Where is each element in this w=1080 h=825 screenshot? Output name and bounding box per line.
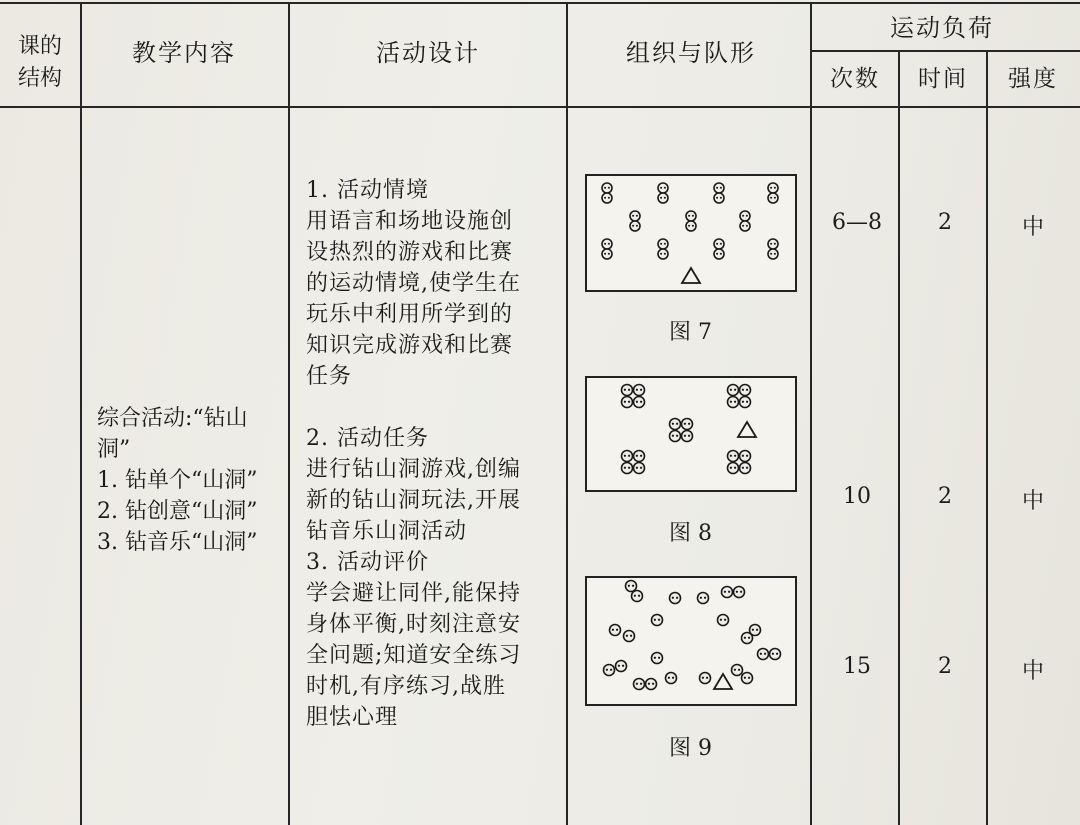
intensity-value-2: 中 bbox=[1021, 489, 1044, 514]
face-eye bbox=[636, 401, 638, 403]
design-line: 新的钻山洞玩法,开展 bbox=[306, 488, 521, 513]
face-eye bbox=[742, 389, 744, 391]
face-eye bbox=[668, 677, 670, 679]
face-eye bbox=[628, 389, 630, 391]
student-pair-marker bbox=[658, 183, 668, 203]
formation-diagram-8-drawing bbox=[587, 378, 795, 490]
face-eye bbox=[658, 619, 660, 621]
face-eye bbox=[636, 215, 638, 217]
student-marker bbox=[652, 653, 663, 664]
face-eye bbox=[672, 435, 674, 437]
student-marker bbox=[604, 665, 615, 676]
face-eye bbox=[692, 225, 694, 227]
content-line: 2. 钻创意“山洞” bbox=[97, 499, 258, 524]
face-eye bbox=[688, 423, 690, 425]
header-structure-line2: 结构 bbox=[18, 66, 63, 91]
header-structure-line1: 课的 bbox=[18, 34, 63, 59]
header-design: 活动设计 bbox=[376, 39, 480, 67]
face-eye bbox=[636, 683, 638, 685]
student-marker bbox=[634, 679, 645, 690]
face-eye bbox=[676, 597, 678, 599]
face-eye bbox=[636, 225, 638, 227]
student-pair-marker bbox=[630, 211, 640, 231]
student-marker bbox=[624, 631, 635, 642]
activity-design bbox=[306, 175, 521, 733]
face-eye bbox=[628, 401, 630, 403]
face-eye bbox=[746, 215, 748, 217]
face-eye bbox=[632, 585, 634, 587]
face-eye bbox=[664, 197, 666, 199]
face-eye bbox=[688, 435, 690, 437]
student-pair-marker bbox=[740, 211, 750, 231]
time-value-1: 2 bbox=[938, 210, 952, 235]
face-eye bbox=[632, 215, 634, 217]
face-eye bbox=[720, 243, 722, 245]
face-eye bbox=[748, 637, 750, 639]
face-eye bbox=[634, 595, 636, 597]
face-eye bbox=[700, 597, 702, 599]
face-eye bbox=[756, 629, 758, 631]
face-eye bbox=[624, 401, 626, 403]
header-count: 次数 bbox=[830, 66, 880, 92]
student-group-marker bbox=[622, 385, 645, 408]
face-eye bbox=[730, 389, 732, 391]
face-eye bbox=[706, 677, 708, 679]
intensity-value-3: 中 bbox=[1021, 659, 1044, 684]
face-eye bbox=[720, 253, 722, 255]
design-line: 身体平衡,时刻注意安 bbox=[306, 612, 521, 637]
face-eye bbox=[730, 455, 732, 457]
design-line: 进行钻山洞游戏,创编 bbox=[306, 457, 521, 482]
face-eye bbox=[660, 253, 662, 255]
design-line: 任务 bbox=[306, 364, 353, 389]
face-eye bbox=[770, 197, 772, 199]
face-eye bbox=[734, 669, 736, 671]
student-marker bbox=[666, 673, 677, 684]
face-eye bbox=[604, 253, 606, 255]
face-eye bbox=[720, 197, 722, 199]
face-eye bbox=[664, 253, 666, 255]
face-eye bbox=[660, 243, 662, 245]
face-eye bbox=[774, 243, 776, 245]
face-eye bbox=[716, 243, 718, 245]
student-group-marker bbox=[622, 451, 645, 474]
face-eye bbox=[654, 657, 656, 659]
student-marker bbox=[610, 625, 621, 636]
face-eye bbox=[774, 197, 776, 199]
face-eye bbox=[616, 629, 618, 631]
face-eye bbox=[742, 455, 744, 457]
student-pair-marker bbox=[714, 239, 724, 259]
header-organization: 组织与队形 bbox=[626, 39, 756, 67]
student-marker bbox=[632, 591, 643, 602]
face-eye bbox=[688, 215, 690, 217]
design-line: 的运动情境,使学生在 bbox=[306, 271, 521, 296]
face-eye bbox=[672, 597, 674, 599]
column-divider-4 bbox=[810, 2, 812, 825]
design-line: 2. 活动任务 bbox=[306, 426, 429, 451]
face-eye bbox=[770, 187, 772, 189]
design-line bbox=[306, 392, 521, 423]
face-eye bbox=[672, 423, 674, 425]
face-eye bbox=[724, 619, 726, 621]
student-marker bbox=[718, 615, 729, 626]
formation-diagram-9 bbox=[585, 576, 797, 706]
student-group-marker bbox=[728, 451, 751, 474]
face-eye bbox=[716, 197, 718, 199]
face-eye bbox=[730, 467, 732, 469]
student-pair-marker bbox=[686, 211, 696, 231]
face-eye bbox=[640, 401, 642, 403]
student-marker bbox=[646, 679, 657, 690]
face-eye bbox=[660, 197, 662, 199]
face-eye bbox=[734, 455, 736, 457]
face-eye bbox=[746, 467, 748, 469]
face-eye bbox=[626, 635, 628, 637]
formation-diagram-7-drawing bbox=[587, 176, 795, 290]
design-line: 1. 活动情境 bbox=[306, 178, 429, 203]
face-eye bbox=[746, 225, 748, 227]
face-eye bbox=[636, 467, 638, 469]
face-eye bbox=[742, 467, 744, 469]
face-eye bbox=[622, 665, 624, 667]
face-eye bbox=[630, 635, 632, 637]
face-eye bbox=[676, 423, 678, 425]
header-bottom-border bbox=[0, 106, 1080, 108]
face-eye bbox=[720, 187, 722, 189]
formation-diagram-9-drawing bbox=[587, 578, 795, 704]
design-line: 学会避让同伴,能保持 bbox=[306, 581, 521, 606]
face-eye bbox=[748, 677, 750, 679]
student-marker bbox=[742, 673, 753, 684]
student-marker bbox=[770, 649, 781, 660]
student-marker bbox=[722, 587, 733, 598]
student-pair-marker bbox=[658, 239, 668, 259]
student-marker bbox=[670, 593, 681, 604]
count-value-2: 10 bbox=[843, 484, 871, 509]
face-eye bbox=[684, 435, 686, 437]
face-eye bbox=[604, 243, 606, 245]
table-top-border bbox=[0, 2, 1080, 4]
face-eye bbox=[738, 669, 740, 671]
content-line: 洞” bbox=[97, 437, 131, 462]
face-eye bbox=[604, 187, 606, 189]
formation-diagram-7 bbox=[585, 174, 797, 292]
face-eye bbox=[774, 253, 776, 255]
student-marker bbox=[732, 665, 743, 676]
face-eye bbox=[746, 401, 748, 403]
design-line: 胆怯心理 bbox=[306, 705, 399, 730]
design-line: 全问题;知道安全练习 bbox=[306, 643, 522, 668]
student-marker bbox=[698, 593, 709, 604]
face-eye bbox=[734, 401, 736, 403]
face-eye bbox=[608, 243, 610, 245]
count-value-3: 15 bbox=[843, 654, 871, 679]
face-eye bbox=[720, 619, 722, 621]
design-line: 玩乐中利用所学到的 bbox=[306, 302, 514, 327]
count-value-1: 6—8 bbox=[832, 210, 882, 235]
face-eye bbox=[746, 455, 748, 457]
face-eye bbox=[744, 677, 746, 679]
face-eye bbox=[624, 455, 626, 457]
face-eye bbox=[624, 389, 626, 391]
face-eye bbox=[640, 389, 642, 391]
header-intensity: 强度 bbox=[1008, 66, 1058, 92]
face-eye bbox=[624, 467, 626, 469]
face-eye bbox=[724, 591, 726, 593]
face-eye bbox=[734, 467, 736, 469]
face-eye bbox=[658, 657, 660, 659]
face-eye bbox=[608, 197, 610, 199]
face-eye bbox=[760, 653, 762, 655]
student-marker bbox=[758, 649, 769, 660]
student-marker bbox=[734, 587, 745, 598]
student-pair-marker bbox=[714, 183, 724, 203]
face-eye bbox=[648, 683, 650, 685]
face-eye bbox=[664, 187, 666, 189]
student-marker bbox=[616, 661, 627, 672]
load-subheader-divider bbox=[810, 50, 1080, 52]
face-eye bbox=[772, 653, 774, 655]
face-eye bbox=[640, 467, 642, 469]
design-line: 知识完成游戏和比赛 bbox=[306, 333, 514, 358]
face-eye bbox=[770, 253, 772, 255]
face-eye bbox=[688, 225, 690, 227]
face-eye bbox=[672, 677, 674, 679]
student-marker bbox=[652, 615, 663, 626]
formation-diagram-8 bbox=[585, 376, 797, 492]
header-load: 运动负荷 bbox=[890, 14, 994, 42]
face-eye bbox=[746, 389, 748, 391]
face-eye bbox=[628, 585, 630, 587]
face-eye bbox=[716, 253, 718, 255]
face-eye bbox=[692, 215, 694, 217]
face-eye bbox=[730, 401, 732, 403]
student-pair-marker bbox=[602, 183, 612, 203]
student-pair-marker bbox=[768, 239, 778, 259]
student-pair-marker bbox=[602, 239, 612, 259]
figure-8-caption: 图 8 bbox=[669, 521, 712, 546]
face-eye bbox=[702, 677, 704, 679]
figure-7-caption: 图 7 bbox=[669, 320, 712, 345]
design-line: 设热烈的游戏和比赛 bbox=[306, 240, 514, 265]
face-eye bbox=[640, 455, 642, 457]
student-marker bbox=[626, 581, 637, 592]
face-eye bbox=[640, 683, 642, 685]
content-line: 3. 钻音乐“山洞” bbox=[97, 530, 258, 555]
face-eye bbox=[770, 243, 772, 245]
design-line: 钻音乐山洞活动 bbox=[306, 519, 468, 544]
face-eye bbox=[676, 435, 678, 437]
teacher-triangle-marker bbox=[738, 422, 756, 437]
face-eye bbox=[652, 683, 654, 685]
design-line: 时机,有序练习,战胜 bbox=[306, 674, 506, 699]
face-eye bbox=[704, 597, 706, 599]
design-line: 3. 活动评价 bbox=[306, 550, 429, 575]
face-eye bbox=[618, 665, 620, 667]
face-eye bbox=[752, 629, 754, 631]
face-eye bbox=[604, 197, 606, 199]
face-eye bbox=[628, 455, 630, 457]
face-eye bbox=[734, 389, 736, 391]
face-eye bbox=[654, 619, 656, 621]
face-eye bbox=[632, 225, 634, 227]
teacher-triangle-marker bbox=[714, 674, 732, 689]
face-eye bbox=[736, 591, 738, 593]
face-eye bbox=[774, 187, 776, 189]
design-line: 用语言和场地设施创 bbox=[306, 209, 514, 234]
face-eye bbox=[744, 637, 746, 639]
face-eye bbox=[716, 187, 718, 189]
column-divider-5 bbox=[898, 50, 900, 825]
face-eye bbox=[776, 653, 778, 655]
face-eye bbox=[610, 669, 612, 671]
face-eye bbox=[742, 215, 744, 217]
column-divider-6 bbox=[986, 50, 988, 825]
face-eye bbox=[606, 669, 608, 671]
face-eye bbox=[608, 187, 610, 189]
column-divider-3 bbox=[566, 2, 568, 825]
header-content: 教学内容 bbox=[132, 39, 236, 67]
face-eye bbox=[608, 253, 610, 255]
face-eye bbox=[636, 455, 638, 457]
face-eye bbox=[764, 653, 766, 655]
student-marker bbox=[700, 673, 711, 684]
face-eye bbox=[664, 243, 666, 245]
face-eye bbox=[742, 401, 744, 403]
face-eye bbox=[684, 423, 686, 425]
content-line: 1. 钻单个“山洞” bbox=[97, 468, 258, 493]
face-eye bbox=[660, 187, 662, 189]
time-value-2: 2 bbox=[938, 484, 952, 509]
header-time: 时间 bbox=[918, 66, 968, 92]
face-eye bbox=[742, 225, 744, 227]
face-eye bbox=[740, 591, 742, 593]
figure-9-caption: 图 9 bbox=[669, 736, 712, 761]
face-eye bbox=[638, 595, 640, 597]
teaching-content bbox=[97, 403, 257, 558]
student-group-marker bbox=[728, 385, 751, 408]
face-eye bbox=[628, 467, 630, 469]
teacher-triangle-marker bbox=[682, 268, 700, 283]
column-divider-2 bbox=[288, 2, 290, 825]
column-divider-1 bbox=[80, 2, 82, 825]
content-line: 综合活动:“钻山 bbox=[97, 406, 248, 431]
student-group-marker bbox=[670, 419, 693, 442]
face-eye bbox=[636, 389, 638, 391]
intensity-value-1: 中 bbox=[1021, 215, 1044, 240]
student-pair-marker bbox=[768, 183, 778, 203]
time-value-3: 2 bbox=[938, 654, 952, 679]
student-marker bbox=[742, 633, 753, 644]
face-eye bbox=[728, 591, 730, 593]
face-eye bbox=[612, 629, 614, 631]
